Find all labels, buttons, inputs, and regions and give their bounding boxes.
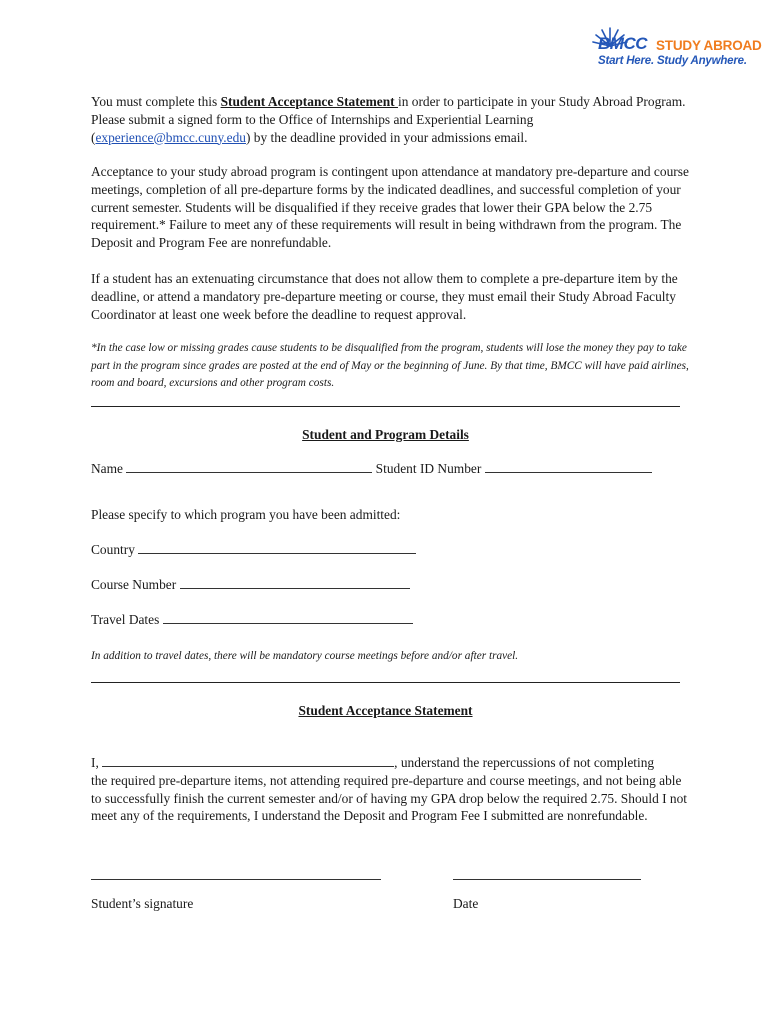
requirements-text: Acceptance to your study abroad program is contingent upon attendance at mandatory pre-departure and course meetings, completion of all pre-departure forms by the indicated deadlines, and successful completion of your current semester. Students will be disqualified if they receive grades that lower their GPA below the 2.75 requirement.* Failure to meet any of these requirements will result in being withdrawn from the program. The Deposit and Program Fee are nonrefundable.: [91, 164, 689, 251]
statement-text: , understand the repercussions of not completing: [394, 755, 655, 770]
travel-label: Travel Dates: [91, 612, 163, 627]
program-prompt: Please specify to which program you have been admitted:: [91, 507, 401, 522]
statement-title-inline: Student Acceptance Statement: [220, 94, 398, 109]
student-id-label: Student ID Number: [372, 461, 485, 476]
logo-program: STUDY ABROAD: [656, 38, 762, 53]
student-name-field[interactable]: [102, 755, 394, 767]
extenuating-text: If a student has an extenuating circumstance that does not allow them to complete a pre-departure item by the deadline, or attend a mandatory pre-departure meeting or course, they must email their Study Abroad Faculty Coordinator at least one week before the deadline to request approval.: [91, 271, 678, 322]
country-field[interactable]: [138, 542, 416, 554]
country-row: [91, 542, 416, 558]
date-field[interactable]: [453, 879, 641, 880]
logo-brand: BMCC: [598, 34, 647, 53]
disqualification-note: [91, 340, 691, 393]
signature-field[interactable]: [91, 879, 381, 880]
intro-paragraph-1: [91, 93, 691, 146]
statement-i: I,: [91, 755, 103, 770]
bmcc-study-abroad-logo: [590, 26, 762, 70]
intro-text: in order to participate in your Study Abroad Program. Please submit a signed form to the Office of Internships and Experiential Learning (: [91, 94, 686, 145]
statement-paragraph: [91, 754, 691, 825]
signature-label: Student’s signature: [91, 896, 194, 911]
student-id-field[interactable]: [485, 461, 652, 473]
travel-dates-field[interactable]: [163, 612, 413, 624]
statement-text: the required pre-departure items, not attending required pre-departure and course meetings, and not being able to successfully finish the current semester and/or of having my GPA drop below the required 2.75. Should I not meet any of the requirements, I understand the Deposit and Program Fee I submitted are nonrefundable.: [91, 772, 688, 824]
date-label: Date: [453, 896, 479, 911]
divider: [91, 682, 680, 683]
course-row: [91, 577, 410, 593]
course-number-field[interactable]: [180, 577, 410, 589]
name-field[interactable]: [126, 461, 372, 473]
course-label: Course Number: [91, 577, 180, 592]
email-link[interactable]: experience@bmcc.cuny.edu: [95, 129, 246, 145]
divider: [91, 406, 680, 407]
name-label: Name: [91, 461, 127, 476]
travel-row: [91, 612, 413, 628]
intro-paragraph-3: [91, 270, 691, 323]
logo-tagline: Start Here. Study Anywhere.: [598, 55, 747, 67]
intro-text: You must complete this: [91, 94, 221, 109]
details-heading: Student and Program Details: [302, 427, 469, 442]
travel-note: In addition to travel dates, there will be mandatory course meetings before and/or after travel.: [91, 650, 519, 662]
note-text: *In the case low or missing grades cause students to be disqualified from the program, students will lose the money they pay to take part in the program since grades are posted at the end of May or the beginning of June. By that time, BMCC will have paid airlines, room and board, excursions and other program costs.: [91, 342, 689, 389]
intro-paragraph-2: [91, 163, 691, 252]
statement-heading: Student Acceptance Statement: [298, 703, 473, 718]
country-label: Country: [91, 542, 139, 557]
name-row: [91, 461, 652, 477]
intro-text: ) by the deadline provided in your admissions email.: [245, 129, 528, 145]
